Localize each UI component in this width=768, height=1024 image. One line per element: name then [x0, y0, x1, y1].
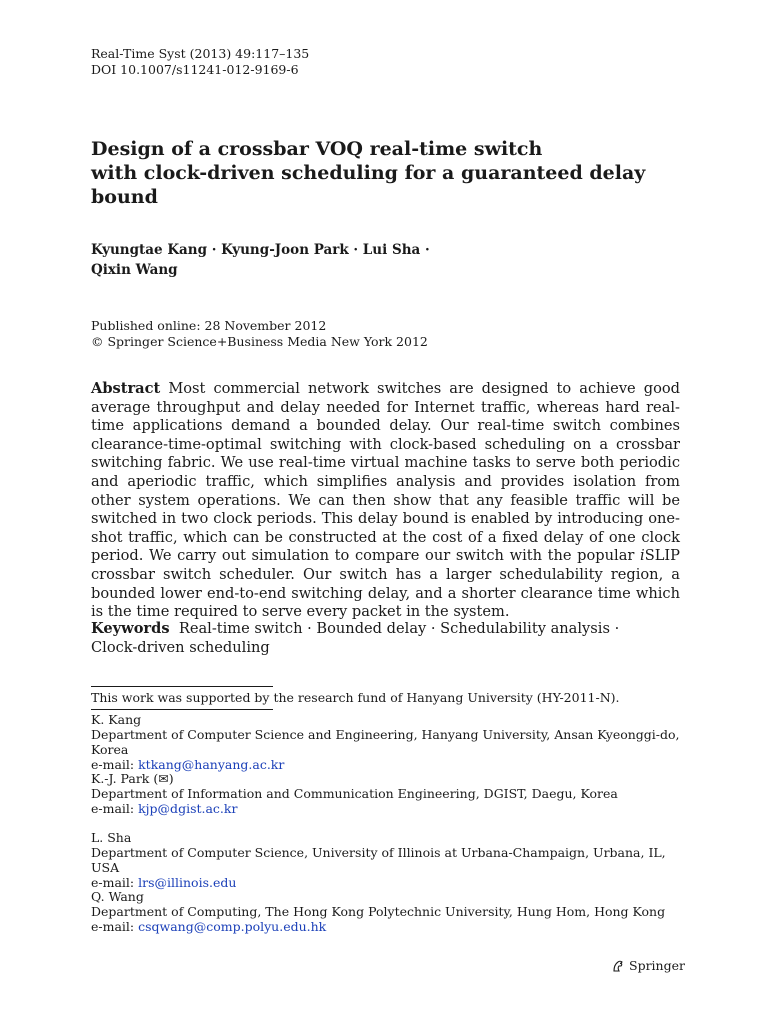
affiliation-park — [91, 771, 618, 816]
email-link[interactable]: csqwang@comp.polyu.edu.hk — [138, 919, 327, 934]
funding-footnote: This work was supported by the research fund of Hanyang University (HY-2011-N). — [91, 690, 620, 705]
journal-citation: Real-Time Syst (2013) 49:117–135 — [91, 46, 310, 61]
doi: DOI 10.1007/s11241-012-9169-6 — [91, 62, 299, 77]
springer-horse-icon — [611, 959, 625, 973]
affiliation-name: L. Sha — [91, 830, 132, 845]
email-link[interactable]: lrs@illinois.edu — [138, 875, 237, 890]
footnote-divider — [91, 686, 273, 687]
abstract-text-end: SLIP crossbar switch scheduler. Our switch has a larger schedulability region, a bounded lower end-to-end switching delay, and a shorter clearance time which is the time required to serve every packet in the system. — [91, 547, 680, 621]
email-label: e-mail: — [91, 875, 139, 890]
authors-line: Qixin Wang — [91, 262, 178, 278]
author-list — [91, 240, 611, 280]
paper-page — [91, 0, 685, 1024]
keywords-label: Keywords — [91, 620, 170, 637]
keywords-line: Real-time switch · Bounded delay · Schedulability analysis · — [178, 620, 620, 637]
affiliation-dept: Department of Computer Science and Engineering, Hanyang University, Ansan Kyeonggi-do, Korea — [91, 727, 680, 757]
journal-reference — [91, 46, 309, 78]
title-line: with clock-driven scheduling for a guaranteed delay — [91, 162, 646, 184]
title-line: Design of a crossbar VOQ real-time switch — [91, 138, 543, 160]
affiliation-sha — [91, 830, 680, 890]
published-date: Published online: 28 November 2012 — [91, 318, 327, 333]
keywords — [91, 619, 651, 657]
affiliation-kang — [91, 712, 680, 772]
email-label: e-mail: — [91, 919, 139, 934]
publisher-mark — [611, 958, 685, 974]
publisher-name: Springer — [629, 958, 685, 973]
footnote-divider — [91, 709, 273, 710]
title-line: bound — [91, 186, 158, 208]
authors-line: Kyungtae Kang · Kyung-Joon Park · Lui Sha · — [91, 242, 430, 258]
affiliation-name: K. Kang — [91, 712, 142, 727]
email-label: e-mail: — [91, 757, 139, 772]
abstract — [91, 380, 680, 622]
publication-info — [91, 318, 428, 350]
keywords-line: Clock-driven scheduling — [91, 639, 270, 656]
abstract-italic-term: i — [640, 547, 645, 565]
affiliation-name: K.-J. Park (✉) — [91, 771, 174, 786]
email-link[interactable]: kjp@dgist.ac.kr — [138, 801, 238, 816]
affiliation-wang — [91, 889, 665, 934]
paper-title — [91, 137, 651, 209]
affiliation-dept: Department of Computer Science, University of Illinois at Urbana-Champaign, Urbana, IL, USA — [91, 845, 666, 875]
email-link[interactable]: ktkang@hanyang.ac.kr — [138, 757, 285, 772]
abstract-label: Abstract — [91, 380, 161, 397]
affiliation-dept: Department of Information and Communication Engineering, DGIST, Daegu, Korea — [91, 786, 618, 801]
email-label: e-mail: — [91, 801, 139, 816]
affiliation-dept: Department of Computing, The Hong Kong Polytechnic University, Hung Hom, Hong Kong — [91, 904, 666, 919]
copyright: © Springer Science+Business Media New York 2012 — [91, 334, 428, 349]
affiliation-name: Q. Wang — [91, 889, 144, 904]
abstract-text: Most commercial network switches are designed to achieve good average throughput and delay needed for Internet traffic, whereas hard real-time applications demand a bounded delay. Our real-time switch combines clearance-time-optimal switching with clock-based scheduling on a crossbar switching fabric. We use real-time virtual machine tasks to serve both periodic and aperiodic traffic, which simplifies analysis and provides isolation from other system operations. We can then show that any feasible traffic will be switched in two clock periods. This delay bound is enabled by introducing one-shot traffic, which can be constructed at the cost of a fixed delay of one clock period. We carry out simulation to compare our switch with the popular — [91, 380, 681, 565]
